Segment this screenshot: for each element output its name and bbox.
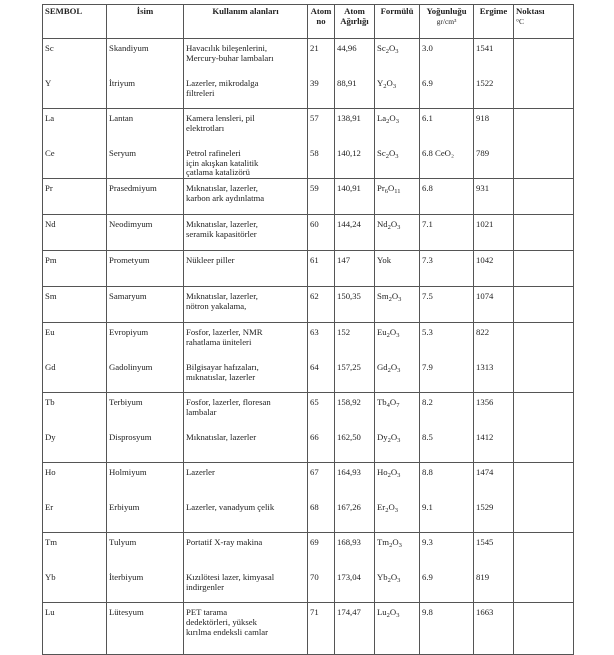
cell-atom-weight: 173,04 (335, 568, 375, 603)
cell-melting-point-empty (514, 215, 574, 251)
cell-melting-point-empty (514, 287, 574, 323)
cell-uses (184, 463, 308, 499)
uses-line: çatlama katalizörü (186, 167, 250, 178)
cell-name: Terbiyum (107, 393, 184, 429)
cell-atom-weight: 138,91 (335, 109, 375, 145)
cell-symbol: Eu (43, 323, 107, 359)
cell-atom-no: 62 (308, 287, 335, 323)
table-row (43, 603, 574, 655)
cell-atom-weight: 44,96 (335, 39, 375, 75)
cell-density: 6.8 (420, 179, 474, 215)
formula-subscript: 6 (384, 188, 388, 196)
cell-symbol: Tm (43, 533, 107, 569)
header-symbol: SEMBOL (43, 5, 107, 39)
uses-line: elektrotları (186, 122, 225, 133)
formula-element: Sc (377, 43, 386, 53)
header-melting-point: Noktası °C (514, 5, 574, 39)
formula-element: Sc (377, 148, 386, 158)
formula-element: O (390, 432, 398, 443)
cell-uses (184, 603, 308, 655)
cell-name: İtriyum (107, 74, 184, 109)
cell-atom-no: 65 (308, 393, 335, 429)
cell-symbol: Nd (43, 215, 107, 251)
formula-subscript: 3 (398, 542, 402, 550)
formula-subscript: 2 (387, 367, 391, 375)
formula-subscript: 3 (397, 577, 401, 585)
uses-line: Kızılötesi lazer, kimyasal (186, 572, 275, 583)
uses-line: kırılma endeksli camlar (186, 626, 269, 637)
cell-melting-point-empty (514, 463, 574, 499)
cell-formula (375, 568, 420, 603)
cell-symbol: Lu (43, 603, 107, 655)
cell-uses (184, 74, 308, 109)
cell-uses (184, 251, 308, 287)
cell-formula (375, 463, 420, 499)
cell-uses (184, 568, 308, 603)
cell-symbol: Yb (43, 568, 107, 603)
cell-density: 9.8 (420, 603, 474, 655)
cell-atom-no: 71 (308, 603, 335, 655)
cell-formula (375, 428, 420, 463)
uses-line: seramik kapasitörler (186, 228, 257, 239)
cell-name: Disprosyum (107, 428, 184, 463)
cell-atom-no: 69 (308, 533, 335, 569)
formula-element: O (388, 502, 395, 513)
cell-atom-weight: 140,12 (335, 144, 375, 179)
cell-melting: 1529 (474, 498, 514, 533)
uses-line: Mercury-buhar lambaları (186, 52, 274, 63)
cell-formula (375, 74, 420, 109)
table-row (43, 463, 574, 499)
cell-name: Prasedmiyum (107, 179, 184, 215)
table-row (43, 358, 574, 393)
table-row (43, 109, 574, 145)
formula-element: O (391, 291, 399, 302)
cell-symbol: Sc (43, 39, 107, 75)
uses-line: için akışkan katalitik (186, 157, 259, 168)
cell-density: 9.3 (420, 533, 474, 569)
cell-formula (375, 144, 420, 179)
cell-atom-no: 68 (308, 498, 335, 533)
cell-melting-point-empty (514, 323, 574, 359)
formula-subscript: 4 (386, 402, 390, 410)
uses-line: Lazerler, mikrodalga (186, 78, 259, 88)
formula-subscript: 3 (396, 332, 400, 340)
cell-melting-point-empty (514, 358, 574, 393)
formula-element: O (389, 607, 397, 618)
cell-atom-weight: 157,25 (335, 358, 375, 393)
cell-melting: 1663 (474, 603, 514, 655)
formula-subscript: 2 (386, 118, 390, 125)
formula-subscript: 3 (397, 472, 401, 480)
cell-melting: 918 (474, 109, 514, 145)
formula-element: O (390, 467, 398, 478)
formula-element: Gd (377, 362, 388, 373)
cell-density: 6.9 (420, 568, 474, 603)
formula-element: O (388, 43, 396, 53)
cell-symbol: Tb (43, 393, 107, 429)
cell-name: Seryum (107, 144, 184, 179)
formula-subscript: 2 (387, 224, 391, 232)
formula-subscript: 3 (398, 296, 402, 304)
uses-line: Fosfor, lazerler, NMR (186, 327, 263, 338)
cell-name: Lantan (107, 109, 184, 145)
cell-symbol: Pr (43, 179, 107, 215)
cell-melting: 1356 (474, 393, 514, 429)
uses-line: Petrol rafineleri (186, 148, 241, 158)
formula-element: O (387, 183, 395, 194)
cell-melting-point-empty (514, 603, 574, 655)
table-row (43, 323, 574, 359)
table-row (43, 393, 574, 429)
cell-melting: 1042 (474, 251, 514, 287)
cell-formula (375, 251, 420, 287)
cell-density: 7.9 (420, 358, 474, 393)
cell-symbol: Pm (43, 251, 107, 287)
formula-element: Nd (377, 219, 388, 230)
header-row (43, 5, 574, 39)
cell-formula (375, 323, 420, 359)
header-atom-weight: Atom Ağırlığı (335, 5, 375, 39)
cell-name: İterbiyum (107, 568, 184, 603)
cell-formula (375, 533, 420, 569)
formula-element: Tm (377, 537, 390, 548)
cell-uses (184, 109, 308, 145)
cell-atom-weight: 162,50 (335, 428, 375, 463)
formula-subscript: 2 (387, 472, 391, 480)
cell-uses (184, 144, 308, 179)
cell-melting: 1074 (474, 287, 514, 323)
cell-formula (375, 287, 420, 323)
formula-element: O (389, 327, 397, 338)
cell-density: 7.3 (420, 251, 474, 287)
cell-atom-weight: 158,92 (335, 393, 375, 429)
cell-name: Tulyum (107, 533, 184, 569)
cell-melting-point-empty (514, 533, 574, 569)
header-uses: Kullanım alanları (184, 5, 308, 39)
table-row (43, 179, 574, 215)
cell-atom-weight: 164,93 (335, 463, 375, 499)
cell-atom-weight: 168,93 (335, 533, 375, 569)
cell-atom-no: 58 (308, 144, 335, 179)
cell-name: Neodimyum (107, 215, 184, 251)
cell-atom-weight: 152 (335, 323, 375, 359)
formula-element: O (390, 572, 398, 583)
cell-melting: 1474 (474, 463, 514, 499)
cell-melting: 931 (474, 179, 514, 215)
cell-uses (184, 428, 308, 463)
cell-uses (184, 215, 308, 251)
formula-element: O (388, 148, 396, 158)
cell-symbol: Gd (43, 358, 107, 393)
formula-subscript: 3 (397, 224, 401, 232)
table-row (43, 533, 574, 569)
table-row (43, 568, 574, 603)
cell-symbol: Er (43, 498, 107, 533)
cell-atom-no: 59 (308, 179, 335, 215)
formula-subscript: 2 (387, 577, 391, 585)
formula-subscript: 3 (396, 612, 400, 620)
formula-subscript: 3 (395, 153, 399, 160)
cell-atom-no: 60 (308, 215, 335, 251)
cell-name: Evropiyum (107, 323, 184, 359)
formula-element: Y (377, 78, 384, 88)
formula-subscript: 2 (386, 332, 390, 340)
formula-subscript: 2 (385, 507, 389, 515)
uses-line: karbon ark aydınlatma (186, 192, 265, 203)
formula-element: La (377, 113, 387, 123)
table-body (43, 39, 574, 655)
cell-atom-weight: 144,24 (335, 215, 375, 251)
cell-density: 7.1 (420, 215, 474, 251)
cell-melting-point-empty (514, 498, 574, 533)
formula-subscript: 2 (389, 542, 393, 550)
formula-element: Er (377, 502, 386, 513)
uses-line: dedektörleri, yüksek (186, 616, 257, 627)
header-density: Yoğunluğu gr/cm³ (420, 5, 474, 39)
cell-atom-no: 39 (308, 74, 335, 109)
formula-element: O (390, 219, 398, 230)
uses-line: Portatif X-ray makina (186, 537, 263, 548)
cell-melting: 819 (474, 568, 514, 603)
uses-line: Mıknatıslar, lazerler, (186, 183, 258, 194)
cell-uses (184, 39, 308, 75)
cell-density: 8.2 (420, 393, 474, 429)
cell-formula (375, 179, 420, 215)
formula-element: O (390, 362, 398, 373)
cell-name: Skandiyum (107, 39, 184, 75)
formula-subscript: 2 (383, 83, 387, 90)
cell-atom-no: 57 (308, 109, 335, 145)
table-row (43, 287, 574, 323)
cell-atom-no: 21 (308, 39, 335, 75)
cell-uses (184, 498, 308, 533)
cell-melting-point-empty (514, 39, 574, 75)
cell-atom-no: 64 (308, 358, 335, 393)
cell-melting-point-empty (514, 251, 574, 287)
cell-uses (184, 358, 308, 393)
formula-subscript: 2 (385, 153, 389, 160)
formula-subscript: 3 (397, 367, 401, 375)
cell-name: Samaryum (107, 287, 184, 323)
cell-formula (375, 215, 420, 251)
cell-symbol: La (43, 109, 107, 145)
cell-atom-no: 61 (308, 251, 335, 287)
formula-subscript: 2 (387, 437, 391, 445)
cell-melting: 789 (474, 144, 514, 179)
cell-melting: 1313 (474, 358, 514, 393)
cell-atom-no: 70 (308, 568, 335, 603)
cell-melting: 1021 (474, 215, 514, 251)
formula-element: O (389, 397, 397, 408)
formula-subscript: 7 (396, 402, 400, 410)
cell-density: 6.8 CeO₂ (420, 144, 474, 179)
uses-line: Lazerler, vanadyum çelik (186, 502, 275, 513)
cell-symbol: Ho (43, 463, 107, 499)
cell-density: 8.8 (420, 463, 474, 499)
cell-formula (375, 358, 420, 393)
uses-line: filtreleri (186, 87, 215, 98)
formula-subscript: 3 (397, 437, 401, 445)
cell-melting-point-empty (514, 428, 574, 463)
cell-melting: 1545 (474, 533, 514, 569)
formula-subscript: 11 (394, 188, 401, 196)
table-row (43, 251, 574, 287)
uses-line: Lazerler (186, 467, 215, 478)
cell-density: 3.0 (420, 39, 474, 75)
cell-melting-point-empty (514, 179, 574, 215)
cell-uses (184, 393, 308, 429)
cell-density: 9.1 (420, 498, 474, 533)
formula-subscript: 3 (395, 48, 399, 55)
cell-atom-no: 66 (308, 428, 335, 463)
cell-density: 6.1 (420, 109, 474, 145)
cell-formula (375, 393, 420, 429)
cell-melting-point-empty (514, 144, 574, 179)
formula-element: Sm (377, 291, 389, 302)
formula-element: Ho (377, 467, 388, 478)
cell-atom-weight: 174,47 (335, 603, 375, 655)
uses-line: PET tarama (186, 607, 228, 618)
header-name: İsim (107, 5, 184, 39)
cell-density: 7.5 (420, 287, 474, 323)
uses-line: Havacılık bileşenlerini, (186, 43, 268, 53)
cell-symbol: Y (43, 74, 107, 109)
cell-name: Holmiyum (107, 463, 184, 499)
cell-melting-point-empty (514, 568, 574, 603)
cell-atom-weight: 147 (335, 251, 375, 287)
uses-line: indirgenler (186, 581, 224, 592)
cell-name: Lütesyum (107, 603, 184, 655)
cell-density: 5.3 (420, 323, 474, 359)
table-row (43, 428, 574, 463)
cell-density: 6.9 (420, 74, 474, 109)
cell-atom-weight: 167,26 (335, 498, 375, 533)
formula-element: O (392, 537, 399, 548)
uses-line: lambalar (186, 406, 217, 417)
cell-symbol: Ce (43, 144, 107, 179)
formula-subscript: 2 (388, 296, 392, 304)
formula-element: Pr (377, 183, 385, 194)
cell-atom-weight: 140,91 (335, 179, 375, 215)
formula-element: Yb (377, 572, 388, 583)
cell-atom-weight: 88,91 (335, 74, 375, 109)
cell-name: Erbiyum (107, 498, 184, 533)
formula-subscript: 3 (394, 507, 398, 515)
formula-subscript: 2 (386, 612, 390, 620)
uses-line: Nükleer piller (186, 255, 235, 266)
table-row (43, 144, 574, 179)
uses-line: Mıknatıslar, lazerler, (186, 291, 258, 302)
cell-melting: 1412 (474, 428, 514, 463)
cell-formula (375, 109, 420, 145)
formula-element: Yok (377, 255, 392, 266)
cell-melting-point-empty (514, 393, 574, 429)
cell-formula (375, 603, 420, 655)
table-row (43, 39, 574, 75)
formula-element: O (389, 113, 396, 123)
cell-name: Gadolinyum (107, 358, 184, 393)
cell-uses (184, 323, 308, 359)
cell-uses (184, 179, 308, 215)
cell-atom-no: 67 (308, 463, 335, 499)
table-row (43, 74, 574, 109)
cell-melting: 1541 (474, 39, 514, 75)
cell-uses (184, 287, 308, 323)
uses-line: Mıknatıslar, lazerler (186, 432, 257, 443)
uses-line: mıknatıslar, lazerler (186, 371, 256, 382)
formula-subscript: 2 (385, 48, 389, 55)
cell-density: 8.5 (420, 428, 474, 463)
cell-melting: 822 (474, 323, 514, 359)
cell-uses (184, 533, 308, 569)
header-melting: Ergime (474, 5, 514, 39)
formula-subscript: 3 (395, 118, 399, 125)
cell-melting: 1522 (474, 74, 514, 109)
formula-subscript: 3 (392, 83, 397, 90)
cell-atom-weight: 150,35 (335, 287, 375, 323)
table-row (43, 498, 574, 533)
uses-line: Bilgisayar hafızaları, (186, 362, 259, 373)
header-atom-no: Atom no (308, 5, 335, 39)
table-row (43, 215, 574, 251)
formula-element: Dy (377, 432, 388, 443)
cell-symbol: Dy (43, 428, 107, 463)
formula-element: Lu (377, 607, 387, 618)
header-formula: Formülü (375, 5, 420, 39)
rare-earth-table (42, 4, 574, 655)
cell-name: Prometyum (107, 251, 184, 287)
uses-line: Mıknatıslar, lazerler, (186, 219, 258, 230)
cell-melting-point-empty (514, 74, 574, 109)
formula-element: Eu (377, 327, 387, 338)
cell-formula (375, 498, 420, 533)
cell-atom-no: 63 (308, 323, 335, 359)
cell-formula (375, 39, 420, 75)
formula-element: Tb (377, 397, 387, 408)
uses-line: Fosfor, lazerler, floresan (186, 397, 271, 408)
cell-melting-point-empty (514, 109, 574, 145)
uses-line: rahatlama üniteleri (186, 336, 252, 347)
cell-symbol: Sm (43, 287, 107, 323)
uses-line: nötron yakalama, (186, 300, 247, 311)
formula-element: O (386, 78, 393, 88)
uses-line: Kamera lensleri, pil (186, 113, 255, 123)
